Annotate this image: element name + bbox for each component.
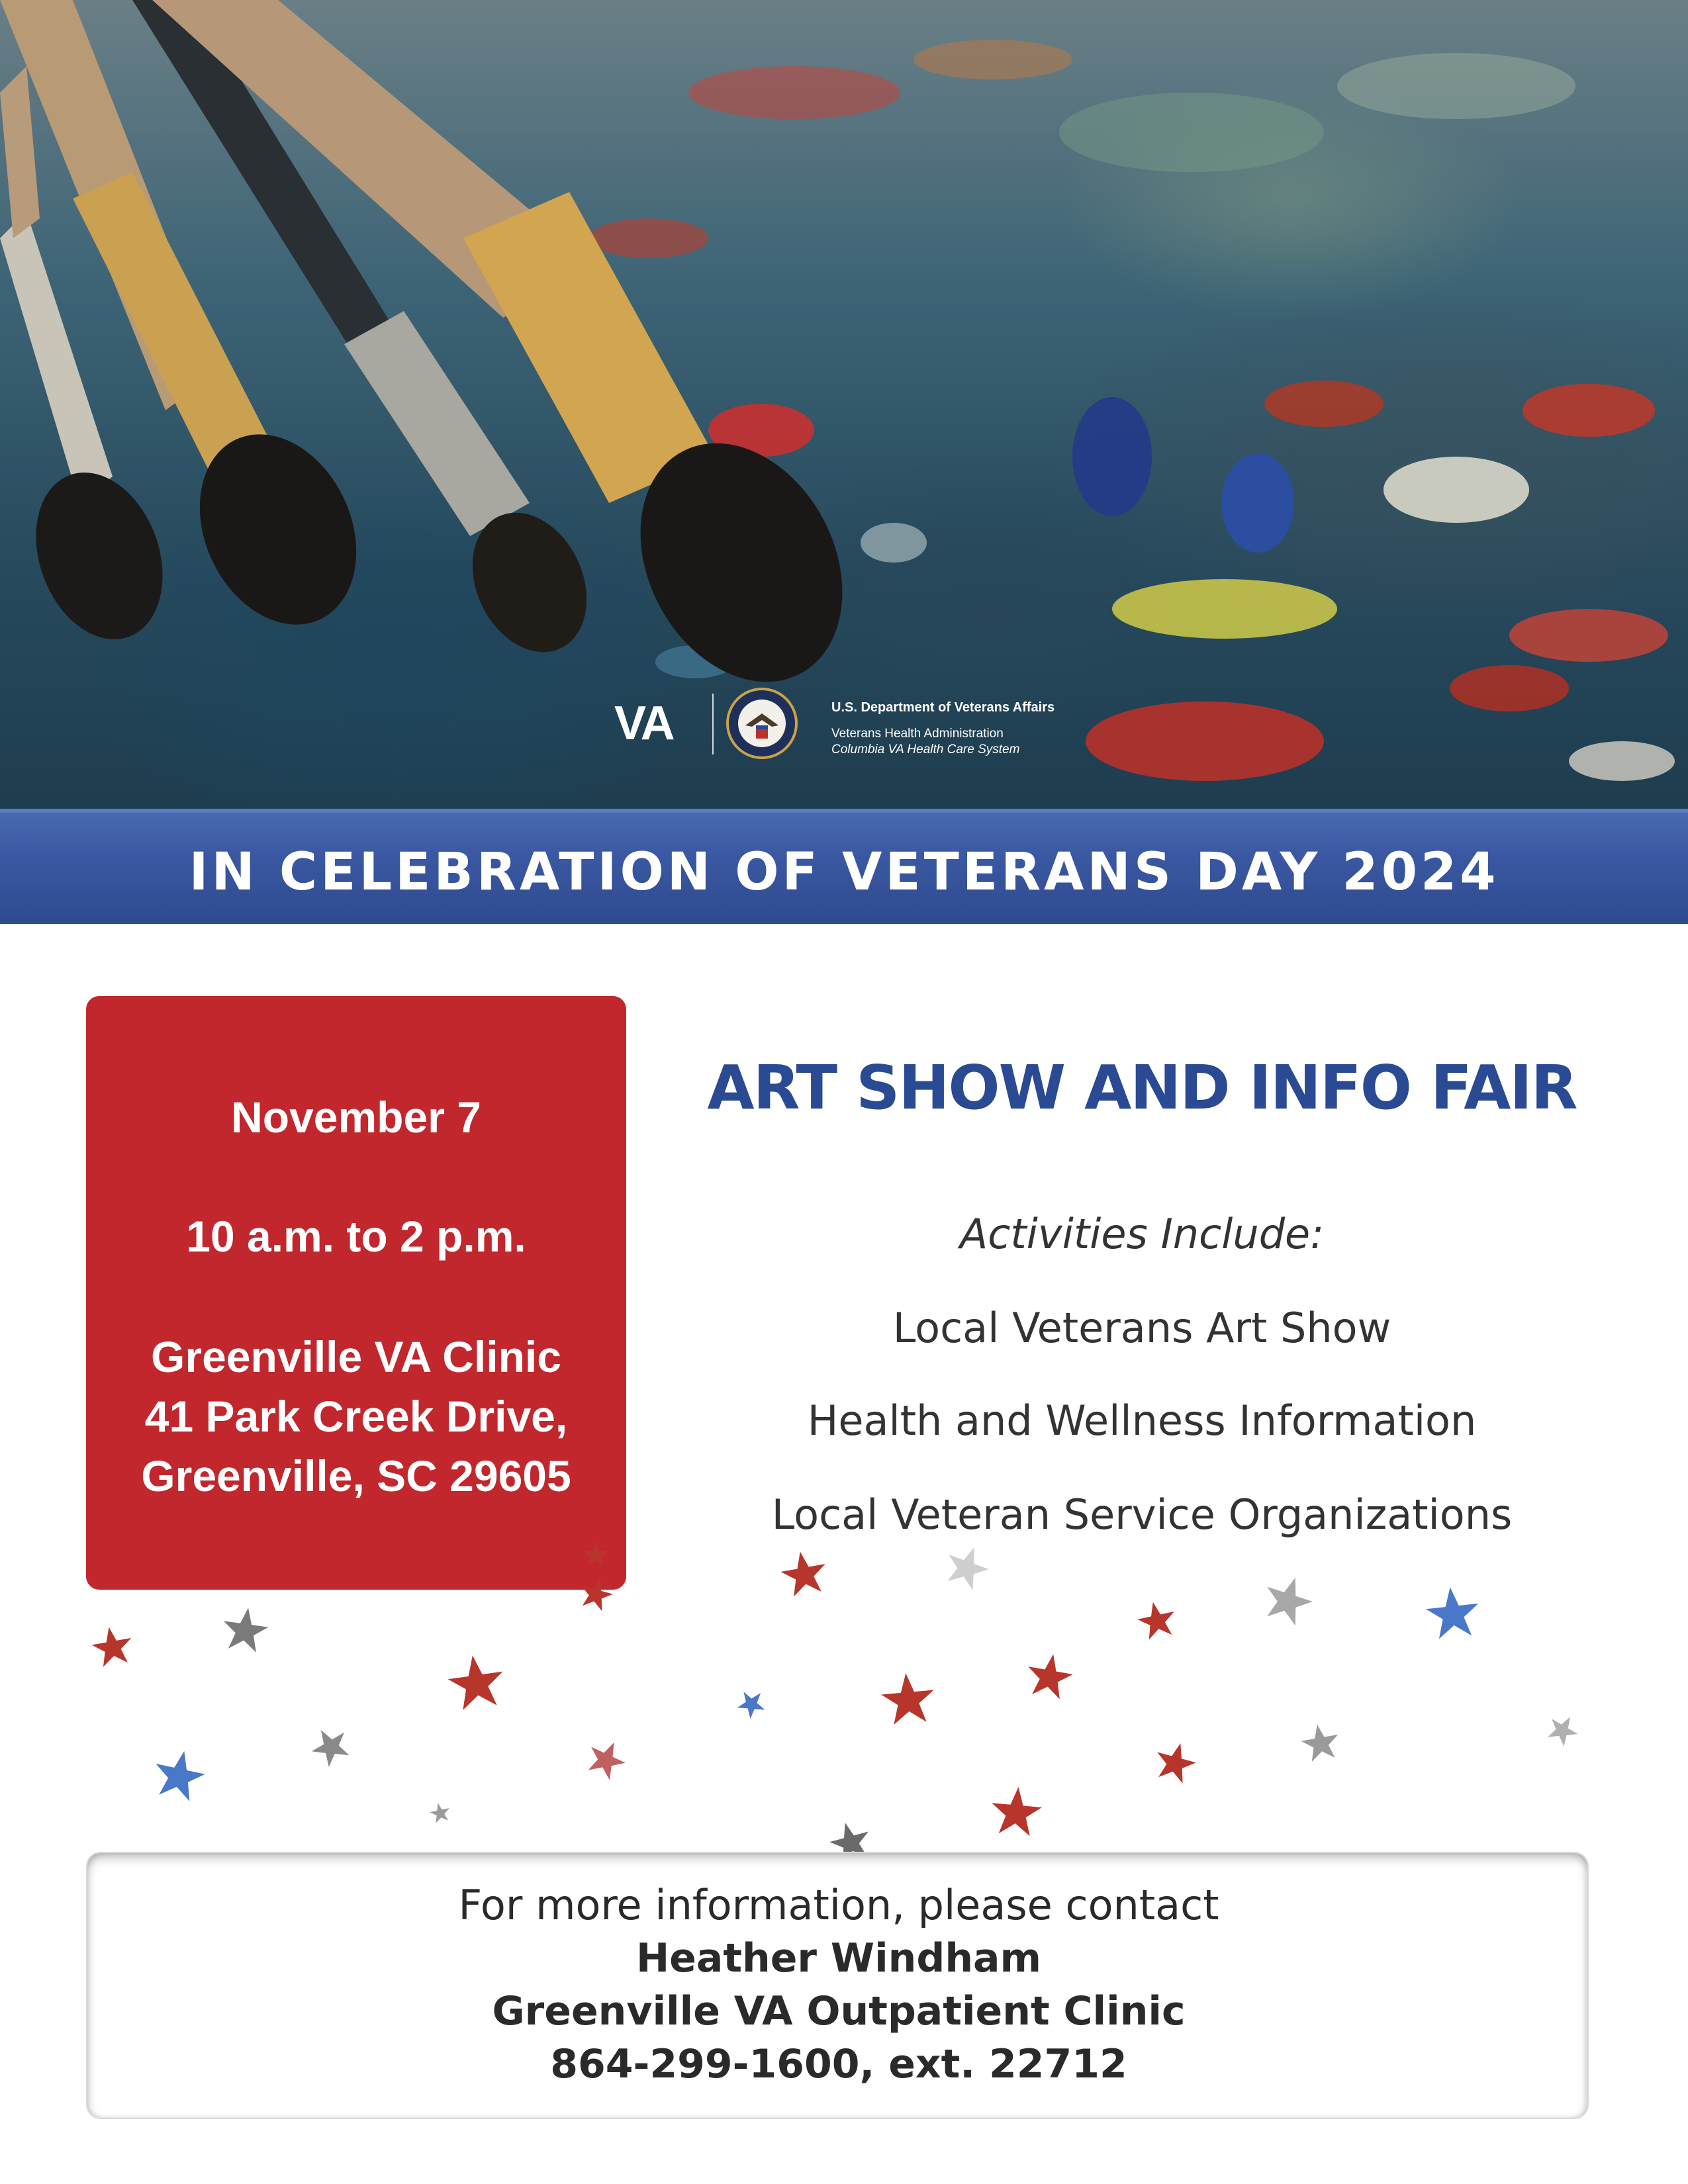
contact-clinic: Greenville VA Outpatient Clinic <box>492 1988 1186 2034</box>
va-seal-icon <box>726 687 798 760</box>
contact-phone: 864-299-1600, ext. 22712 <box>550 2041 1127 2087</box>
celebration-banner <box>0 809 1688 924</box>
va-logo <box>609 682 1086 768</box>
location-name: Greenville VA Clinic <box>151 1332 561 1381</box>
activity-item: Local Veterans Art Show <box>892 1304 1391 1352</box>
location-street: 41 Park Creek Drive, <box>144 1392 568 1441</box>
department-name: U.S. Department of Veterans Affairs <box>831 700 1055 715</box>
administration-name: Veterans Health Administration <box>831 727 1004 741</box>
hero-image <box>0 0 1688 809</box>
event-title: ART SHOW AND INFO FAIR <box>707 1052 1577 1123</box>
activity-item: Health and Wellness Information <box>807 1396 1477 1445</box>
star-icon <box>89 1542 1583 1865</box>
health-system-name: Columbia VA Health Care System <box>831 743 1020 756</box>
banner-text: IN CELEBRATION OF VETERANS DAY 2024 <box>189 842 1499 902</box>
event-time: 10 a.m. to 2 p.m. <box>186 1212 526 1261</box>
decorative-stars <box>0 1542 1688 1873</box>
contact-name: Heather Windham <box>635 1935 1042 1981</box>
contact-intro: For more information, please contact <box>458 1881 1219 1929</box>
activities-heading: Activities Include: <box>959 1210 1325 1258</box>
event-date: November 7 <box>231 1093 481 1142</box>
event-details-box <box>86 996 626 1590</box>
va-logo-mark: VA <box>614 697 673 750</box>
location-city: Greenville, SC 29605 <box>141 1451 571 1500</box>
logo-divider <box>712 694 714 754</box>
contact-box <box>86 1852 1589 2119</box>
activity-item: Local Veteran Service Organizations <box>771 1490 1513 1539</box>
